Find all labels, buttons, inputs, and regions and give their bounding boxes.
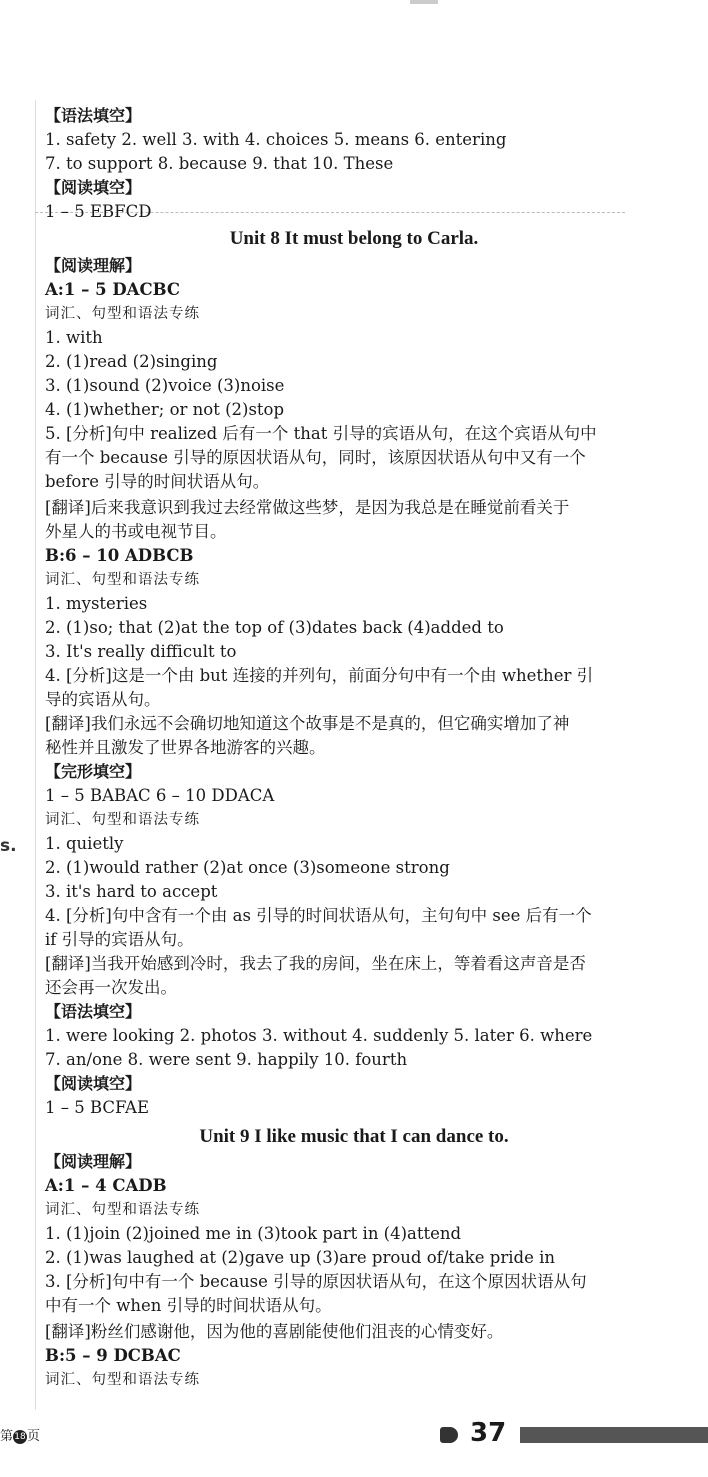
answer-line: 1 – 5 BABAC 6 – 10 DDACA (45, 786, 275, 805)
answer-line: 1. mysteries (45, 594, 148, 613)
subsection-label: 词汇、句型和语法专练 (45, 1202, 200, 1218)
page-tag-icon (440, 1427, 458, 1443)
answer-line: 4. (1)whether; or not (2)stop (45, 400, 285, 419)
answer-line: 1. safety 2. well 3. with 4. choices 5. means 6. entering (45, 130, 507, 149)
answer-line: before 引导的时间状语从句。 (45, 472, 270, 491)
section-heading: 【语法填空】 (45, 1002, 142, 1021)
answer-line: B:6 – 10 ADBCB (45, 546, 194, 565)
answer-line: 3. it's hard to accept (45, 882, 218, 901)
answer-line: 7. to support 8. because 9. that 10. These (45, 154, 394, 173)
subsection-label: 词汇、句型和语法专练 (45, 1372, 200, 1388)
answer-line: [翻译]后来我意识到我过去经常做这些梦，是因为我总是在睡觉前看关于 (45, 498, 570, 517)
section-heading: 【阅读理解】 (45, 256, 142, 275)
section-heading: 【语法填空】 (45, 106, 142, 125)
answer-line: 外星人的书或电视节目。 (45, 522, 227, 541)
answer-line: 4. [分析]这是一个由 but 连接的并列句，前面分句中有一个由 whether 引 (45, 666, 594, 685)
edge-text: s. (0, 836, 17, 856)
section-heading: 【完形填空】 (45, 762, 142, 781)
answer-line: 还会再一次发出。 (45, 978, 177, 997)
answer-line: 5. [分析]句中 realized 后有一个 that 引导的宾语从句，在这个宾语从句中 (45, 424, 597, 443)
answer-line: if 引导的宾语从句。 (45, 930, 194, 949)
answer-line: 2. (1)would rather (2)at once (3)someone strong (45, 858, 450, 877)
section-heading: 【阅读理解】 (45, 1152, 142, 1171)
section-heading: 【阅读填空】 (45, 178, 142, 197)
answer-line: [翻译]粉丝们感谢他，因为他的喜剧能使他们沮丧的心情变好。 (45, 1322, 504, 1341)
page-circle: 18 (14, 1431, 26, 1442)
answer-line: 1. quietly (45, 834, 124, 853)
answer-line: B:5 – 9 DCBAC (45, 1346, 181, 1365)
subsection-label: 词汇、句型和语法专练 (45, 306, 200, 322)
answer-line: 2. (1)read (2)singing (45, 352, 218, 371)
answer-line: 导的宾语从句。 (45, 690, 161, 709)
answer-line: 1 – 5 EBFCD (45, 202, 152, 221)
left-margin-rule (35, 100, 36, 1410)
subsection-label: 词汇、句型和语法专练 (45, 572, 200, 588)
subsection-label: 词汇、句型和语法专练 (45, 812, 200, 828)
answer-line: 3. It's really difficult to (45, 642, 237, 661)
answer-line: 4. [分析]句中含有一个由 as 引导的时间状语从句，主句句中 see 后有一个 (45, 906, 592, 925)
answer-line: 中有一个 when 引导的时间状语从句。 (45, 1296, 332, 1315)
unit-title: Unit 8 It must belong to Carla. (229, 228, 479, 249)
answer-line: A:1 – 4 CADB (45, 1176, 167, 1195)
answer-line: 1. with (45, 328, 103, 347)
answer-line: 2. (1)was laughed at (2)gave up (3)are proud of/take pride in (45, 1248, 555, 1267)
answer-line: 1 – 5 BCFAE (45, 1098, 150, 1117)
footer-page-label: 第18页 (0, 1429, 41, 1444)
footer-bar (520, 1427, 708, 1443)
answer-line: 有一个 because 引导的原因状语从句，同时，该原因状语从句中又有一个 (45, 448, 586, 467)
answer-line: [翻译]当我开始感到冷时，我去了我的房间，坐在床上，等着看这声音是否 (45, 954, 586, 973)
answer-line: 1. were looking 2. photos 3. without 4. suddenly 5. later 6. where (45, 1026, 593, 1045)
page-number: 37 (470, 1418, 507, 1448)
answer-line: 7. an/one 8. were sent 9. happily 10. fourth (45, 1050, 408, 1069)
section-heading: 【阅读填空】 (45, 1074, 142, 1093)
answer-line: 3. (1)sound (2)voice (3)noise (45, 376, 285, 395)
answer-line: 2. (1)so; that (2)at the top of (3)dates back (4)added to (45, 618, 504, 637)
answer-line: 3. [分析]句中有一个 because 引导的原因状语从句，在这个原因状语从句 (45, 1272, 587, 1291)
answer-line: [翻译]我们永远不会确切地知道这个故事是不是真的，但它确实增加了神 (45, 714, 570, 733)
answer-line: A:1 – 5 DACBC (45, 280, 180, 299)
top-mark (410, 0, 438, 4)
unit-title: Unit 9 I like music that I can dance to. (199, 1126, 509, 1147)
answer-line: 1. (1)join (2)joined me in (3)took part in (4)attend (45, 1224, 462, 1243)
answer-line: 秘性并且激发了世界各地游客的兴趣。 (45, 738, 326, 757)
